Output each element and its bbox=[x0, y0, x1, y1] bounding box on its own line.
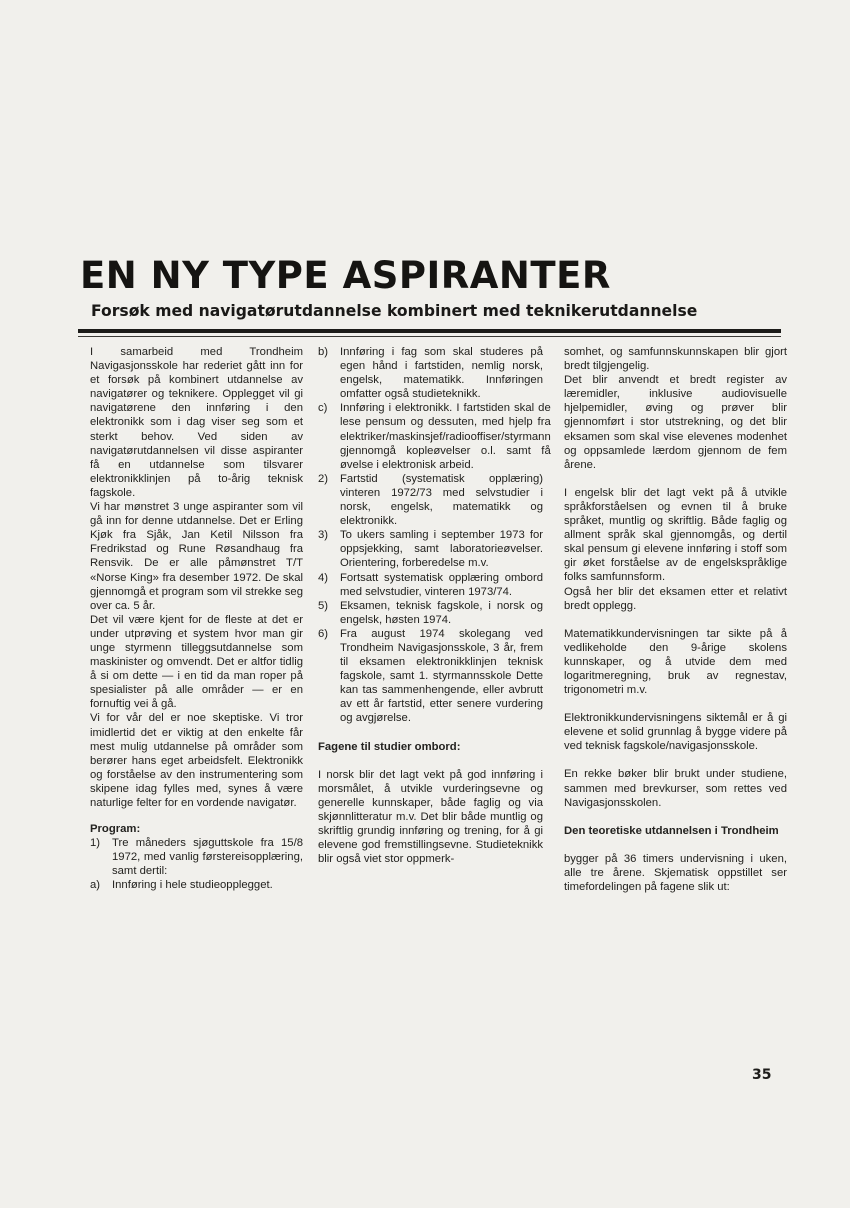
list-item bbox=[318, 472, 543, 528]
paragraph: somhet, og samfunnskunnskapen blir gjort bredt tilgjengelig. bbox=[564, 346, 787, 373]
title-divider-thick bbox=[78, 329, 781, 333]
text-column-3 bbox=[564, 345, 787, 894]
list-text: Fra august 1974 skolegang ved Trondheim Navigasjonsskole, 3 år, frem til eksamen elektronikklinjen teknisk fagskole, samt 1. styrmannsskole Dette kan tas sammenhengende, eller avbrutt av ett år fartstid, etter senere vurdering og avgjørelse. bbox=[340, 627, 543, 725]
list-marker: 6) bbox=[318, 627, 329, 640]
list-item bbox=[318, 528, 543, 570]
list-item bbox=[90, 878, 303, 892]
page-number: 35 bbox=[752, 1067, 772, 1083]
list-marker: 5) bbox=[318, 599, 329, 612]
paragraph: Det blir anvendt et bredt register av læremidler, inklusive audiovisuelle hjelpemidler, øving og prøver blir gjennomført i stor utstrekning, og det blir eksamen som skal vise elevenes modenhet og oppsamlede lærdom gjennom de fem årene. bbox=[564, 374, 787, 471]
list-item bbox=[318, 401, 551, 471]
section-heading: Fagene til studier ombord: bbox=[318, 740, 461, 753]
list-text: Fartstid (systematisk opplæring) vinteren 1972/73 med selvstudier i norsk, engelsk, matematikk og elektronikk. bbox=[340, 472, 543, 528]
text-column-1 bbox=[90, 345, 303, 893]
paragraph: I norsk blir det lagt vekt på god innføring i morsmålet, å utvikle vurderingsevne og generelle kunnskaper, både faglig og via skjønnlitteratur m.v. Det blir både muntlig og skriftlig grundig innføring og trening, for å gi elevene god fremstillingsevne. Studieteknikk blir også viet stor oppmerk- bbox=[318, 768, 543, 866]
list-text: Innføring i fag som skal studeres på egen hånd i fartstiden, nemlig norsk, engelsk, matematikk. Innføringen omfatter også studieteknikk. bbox=[340, 346, 543, 401]
section-heading: Den teoretiske utdannelsen i Trondheim bbox=[564, 824, 779, 837]
text-column-2 bbox=[318, 345, 551, 866]
paragraph: Elektronikkundervisningens siktemål er å gi elevene et solid grunnlag å bygge videre på ved teknisk fagskole/navigasjonsskole. bbox=[564, 712, 787, 753]
paragraph: Vi for vår del er noe skeptiske. Vi tror imidlertid det er viktig at den enkelte får mest mulig utdannelse på områder som berører hans eget arbeidsfelt. Elektronikk og forståelse av den instrumentering som skipene idag fylles med, synes å være naturlige felter for en vordende navigatør. bbox=[90, 712, 303, 809]
list-marker: b) bbox=[318, 346, 329, 358]
list-item bbox=[318, 571, 543, 599]
list-marker: 4) bbox=[318, 571, 329, 584]
list-item bbox=[318, 599, 543, 627]
list-text: Fortsatt systematisk opplæring ombord med selvstudier, vinteren 1973/74. bbox=[340, 571, 543, 598]
paragraph: Også her blir det eksamen etter et relativt bredt opplegg. bbox=[564, 585, 787, 612]
list-text: Innføring i hele studieopplegget. bbox=[112, 879, 273, 892]
list-item bbox=[318, 345, 543, 401]
article-subtitle: Forsøk med navigatørutdannelse kombinert med teknikerutdannelse bbox=[91, 302, 698, 320]
list-text: Eksamen, teknisk fagskole, i norsk og engelsk, høsten 1974. bbox=[340, 599, 543, 626]
paragraph: Matematikkundervisningen tar sikte på å vedlikeholde den 9-årige skolens kunnskaper, og å utvide dem med logaritmeregning, bruk av regnestav, trigonometri m.v. bbox=[564, 627, 787, 697]
list-text: Innføring i elektronikk. I fartstiden skal de lese pensum og dessuten, med hjelp fra elektriker/maskinsjef/radiooffiser/styrmann gjennomgå kopleøvelser o.l. samt få øvelse i elektronisk arbeid. bbox=[340, 402, 551, 471]
list-marker: c) bbox=[318, 402, 328, 415]
list-marker: 3) bbox=[318, 529, 329, 542]
list-marker: 2) bbox=[318, 472, 329, 485]
paragraph: Det vil være kjent for de fleste at det er under utprøving et system hvor man gir unge styrmenn tilleggsutdannelse som maskinister og omvendt. Det er altfor tidlig å si om dette — i en tid da man roper på spesialister på alle områder — er en fornuftig vei å gå. bbox=[90, 613, 303, 711]
paragraph: I engelsk blir det lagt vekt på å utvikle språkforståelsen og evnen til å bruke språket, muntlig og skriftlig. Både faglig og allment språk skal gjennomgås, og dertil skal pensum gi elevene innføring i stoff som gir øket forståelse av de engelskspråklige folks samfunnsform. bbox=[564, 486, 787, 584]
article-title: EN NY TYPE ASPIRANTER bbox=[80, 254, 611, 297]
program-heading: Program: bbox=[90, 823, 141, 836]
list-item bbox=[318, 627, 543, 726]
paragraph: I samarbeid med Trondheim Navigasjonsskole har rederiet gått inn for et forsøk på kombinert utdannelse av navigatører og teknikere. Opplegget vil gi navigatørene den innføring i den elektronikk som i dag viser seg som et sterkt behov. Ved siden av navigatørutdannelsen vil disse aspiranter få en utdannelse som tilsvarer elektronikklinjen på to-årig teknisk fagskole. bbox=[90, 346, 303, 499]
paragraph: bygger på 36 timers undervisning i uken, alle tre årene. Skjematisk oppstillet ser timefordelingen på fagene slik ut: bbox=[564, 852, 787, 893]
paragraph: Vi har mønstret 3 unge aspiranter som vil gå inn for denne utdannelse. Det er Erling Kjøk fra Sjåk, Jan Ketil Nilsson fra Fredrikstad og Rune Røsandhaug fra Rensvik. De er alle påmønstret T/T «Norse King» fra desember 1972. De skal gjennomgå et program som vil strekke seg over ca. 5 år. bbox=[90, 501, 303, 612]
title-divider-thin bbox=[78, 336, 781, 337]
list-item bbox=[90, 836, 303, 878]
list-text: To ukers samling i september 1973 for oppsjekking, samt laboratorieøvelser. Orientering, forberedelse m.v. bbox=[340, 529, 543, 570]
paragraph: En rekke bøker blir brukt under studiene, sammen med brevkurser, som rettes ved Navigasjonsskolen. bbox=[564, 768, 787, 809]
list-marker: 1) bbox=[90, 837, 101, 850]
list-text: Tre måneders sjøguttskole fra 15/8 1972, med vanlig førstereisopplæring, samt dertil: bbox=[112, 837, 303, 878]
list-marker: a) bbox=[90, 879, 101, 892]
